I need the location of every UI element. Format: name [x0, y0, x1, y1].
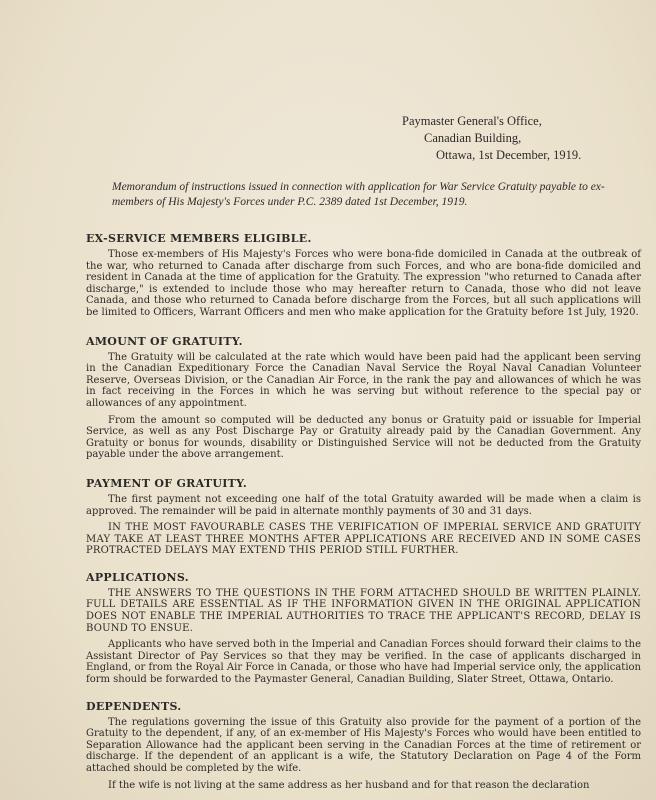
paragraph-payment-1: The first payment not exceeding one half of the total Gratuity awarded will be made when a claim is approved. The remainder will be paid in alternate monthly payments of 30 and 31 days.	[86, 493, 641, 517]
address-line-1: Paymaster General's Office,	[402, 114, 542, 128]
paragraph-eligible: Those ex-members of His Majesty's Forces who were bona-fide domiciled in Canada at the outbreak of the war, who returned to Canada after discharge from such Forces, and who are bona-fide domiciled and resident in Canada at the time of application for the Gratuity. The expression "who returned to Canada after discharge," is extended to include those who may hereafter return to Canada, those who did not leave Canada, and those who returned to Canada before discharge from the Forces, but all such applications will be limited to Officers, Warrant Officers and men who make application for the Gratuity before 1st July, 1920.	[86, 249, 641, 318]
document-body	[86, 232, 641, 796]
office-address	[402, 113, 581, 164]
paragraph-amount-1: The Gratuity will be calculated at the rate which would have been paid had the applicant been serving in the Canadian Expeditionary Force the Canadian Naval Service the Royal Naval Canadian Volunteer Reserve, Overseas Division, or the Canadian Air Force, in the rank the pay and allowances of which he was in fact receiving in the Forces in which he was serving but without reference to the special pay or allowances of any appointment.	[86, 351, 641, 409]
heading-payment: PAYMENT OF GRATUITY.	[86, 476, 248, 490]
heading-applications: APPLICATIONS.	[86, 570, 189, 584]
paragraph-dependents-1: The regulations governing the issue of this Gratuity also provide for the payment of a portion of the Gratuity to the dependent, if any, of an ex-member of His Majesty's Forces who would have been entitled to Separation Allowance had the applicant been serving in the Canadian Forces at the time of retirement or discharge. If the dependent of an applicant is a wife, the Statutory Declaration on Page 4 of the Form attached should be completed by the wife.	[86, 716, 641, 774]
paragraph-dependents-2: If the wife is not living at the same address as her husband and for that reason the declaration	[108, 779, 590, 791]
paragraph-amount-2: From the amount so computed will be deducted any bonus or Gratuity paid or issuable for Imperial Service, as well as any Post Discharge Pay or Gratuity already paid by the Canadian Government. Any Gratuity or bonus for wounds, disability or Distinguished Service will not be deducted from the Gratuity payable under the above arrangement.	[86, 414, 641, 461]
paragraph-applications-1: THE ANSWERS TO THE QUESTIONS IN THE FORM ATTACHED SHOULD BE WRITTEN PLAINLY. FULL DETAILS ARE ESSENTIAL AS IF THE INFORMATION GIVEN IN THE ORIGINAL APPLICATION DOES NOT ENABLE THE IMPERIAL AUTHORITIES TO TRACE THE APPLICANT'S RECORD, DELAY IS BOUND TO ENSUE.	[86, 587, 641, 634]
memorandum-title: Memorandum of instructions issued in connection with application for War Service Gratuity payable to ex-members of His Majesty's Forces under P.C. 2389 dated 1st December, 1919.	[112, 181, 605, 208]
heading-amount: AMOUNT OF GRATUITY.	[86, 334, 243, 348]
heading-dependents: DEPENDENTS.	[86, 699, 182, 713]
paragraph-applications-2: Applicants who have served both in the Imperial and Canadian Forces should forward their claims to the Assistant Director of Pay Services so that they may be verified. In the case of applicants discharged in England, or from the Royal Air Force in Canada, or those who have had Imperial service only, the application form should be forwarded to the Paymaster General, Canadian Building, Slater Street, Ottawa, Ontario.	[86, 639, 641, 686]
address-line-2: Canadian Building,	[424, 131, 522, 145]
paragraph-payment-2: IN THE MOST FAVOURABLE CASES THE VERIFICATION OF IMPERIAL SERVICE AND GRATUITY MAY TAKE AT LEAST THREE MONTHS AFTER APPLICATIONS ARE RECEIVED AND IN SOME CASES PROTRACTED DELAYS MAY EXTEND THIS PERIOD STILL FURTHER.	[86, 522, 641, 557]
address-line-3: Ottawa, 1st December, 1919.	[436, 148, 582, 162]
heading-eligible: EX-SERVICE MEMBERS ELIGIBLE.	[86, 232, 312, 245]
